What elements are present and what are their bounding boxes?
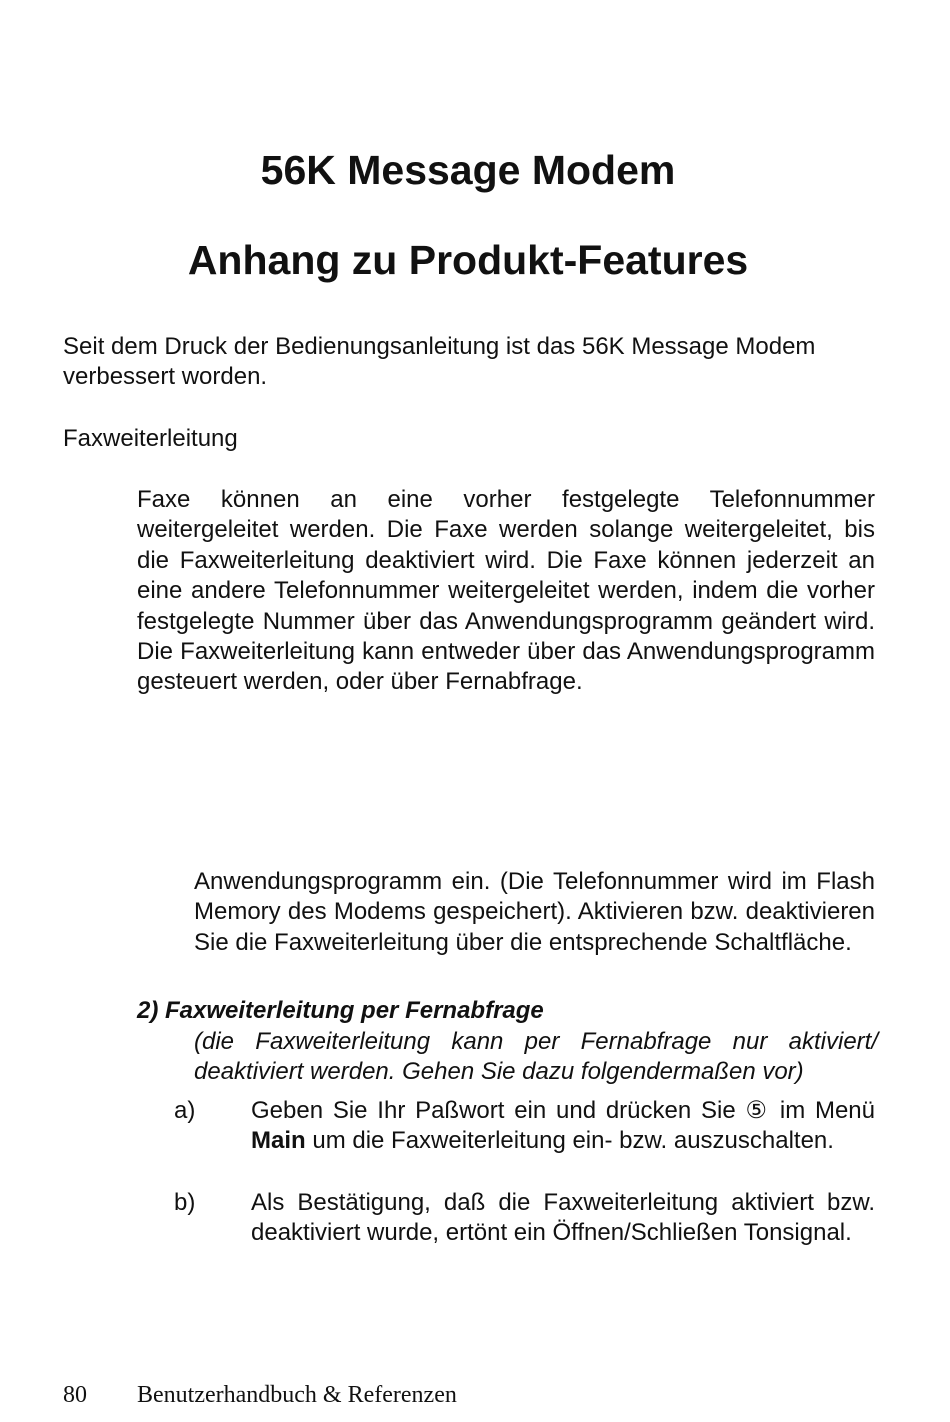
document-title: 56K Message Modem	[260, 147, 676, 193]
list-item-text: Geben Sie Ihr Paßwort ein und drücken Sie ⑤ im Menü Main um die Faxweiterleitung ein- bzw. auszuschalten.	[251, 1097, 875, 1155]
footer-text: Benutzerhandbuch & Referenzen	[137, 1382, 457, 1408]
fax-forwarding-paragraph: Faxe können an eine vorher festgelegte Telefonnummer weitergeleitet werden. Die Faxe werden solange weitergeleitet, bis die Faxweiterleitung deaktiviert wird. Die Faxe können jederzeit an eine andere Telefonnummer weitergeleitet werden, indem die vorher festgelegte Nummer über das Anwendungsprogramm geändert wird. Die Faxweiterleitung kann entweder über das Anwendungsprogramm gesteuert werden, oder über Fernabfrage.	[137, 486, 875, 696]
step1-continuation: Anwendungsprogramm ein. (Die Telefonnummer wird im Flash Memory des Modems gespeichert). Aktivieren bzw. deaktivieren Sie die Faxweiterleitung über die entsprechende Schaltfläche.	[194, 868, 875, 956]
document-subtitle: Anhang zu Produkt-Features	[187, 237, 749, 283]
menu-name-main: Main	[251, 1127, 306, 1155]
step2-heading: 2) Faxweiterleitung per Fernabfrage	[137, 997, 544, 1024]
list-item	[174, 1188, 875, 1249]
list-item-text: Als Bestätigung, daß die Faxweiterleitung aktiviert bzw. deaktiviert wurde, ertönt ein Öffnen/Schließen Tonsignal.	[251, 1189, 875, 1247]
page-footer	[63, 1380, 457, 1410]
section-heading: Faxweiterleitung	[63, 425, 238, 452]
intro-paragraph: Seit dem Druck der Bedienungsanleitung ist das 56K Message Modem verbessert worden.	[63, 333, 816, 391]
list-item-label: b)	[174, 1189, 196, 1216]
list-item	[174, 1096, 875, 1157]
list-item-label: a)	[174, 1097, 196, 1124]
step2-note: (die Faxweiterleitung kann per Fernabfrage nur aktiviert/ deaktiviert werden. Gehen Sie dazu folgendermaßen vor)	[194, 1028, 878, 1086]
page-number: 80	[63, 1382, 87, 1408]
